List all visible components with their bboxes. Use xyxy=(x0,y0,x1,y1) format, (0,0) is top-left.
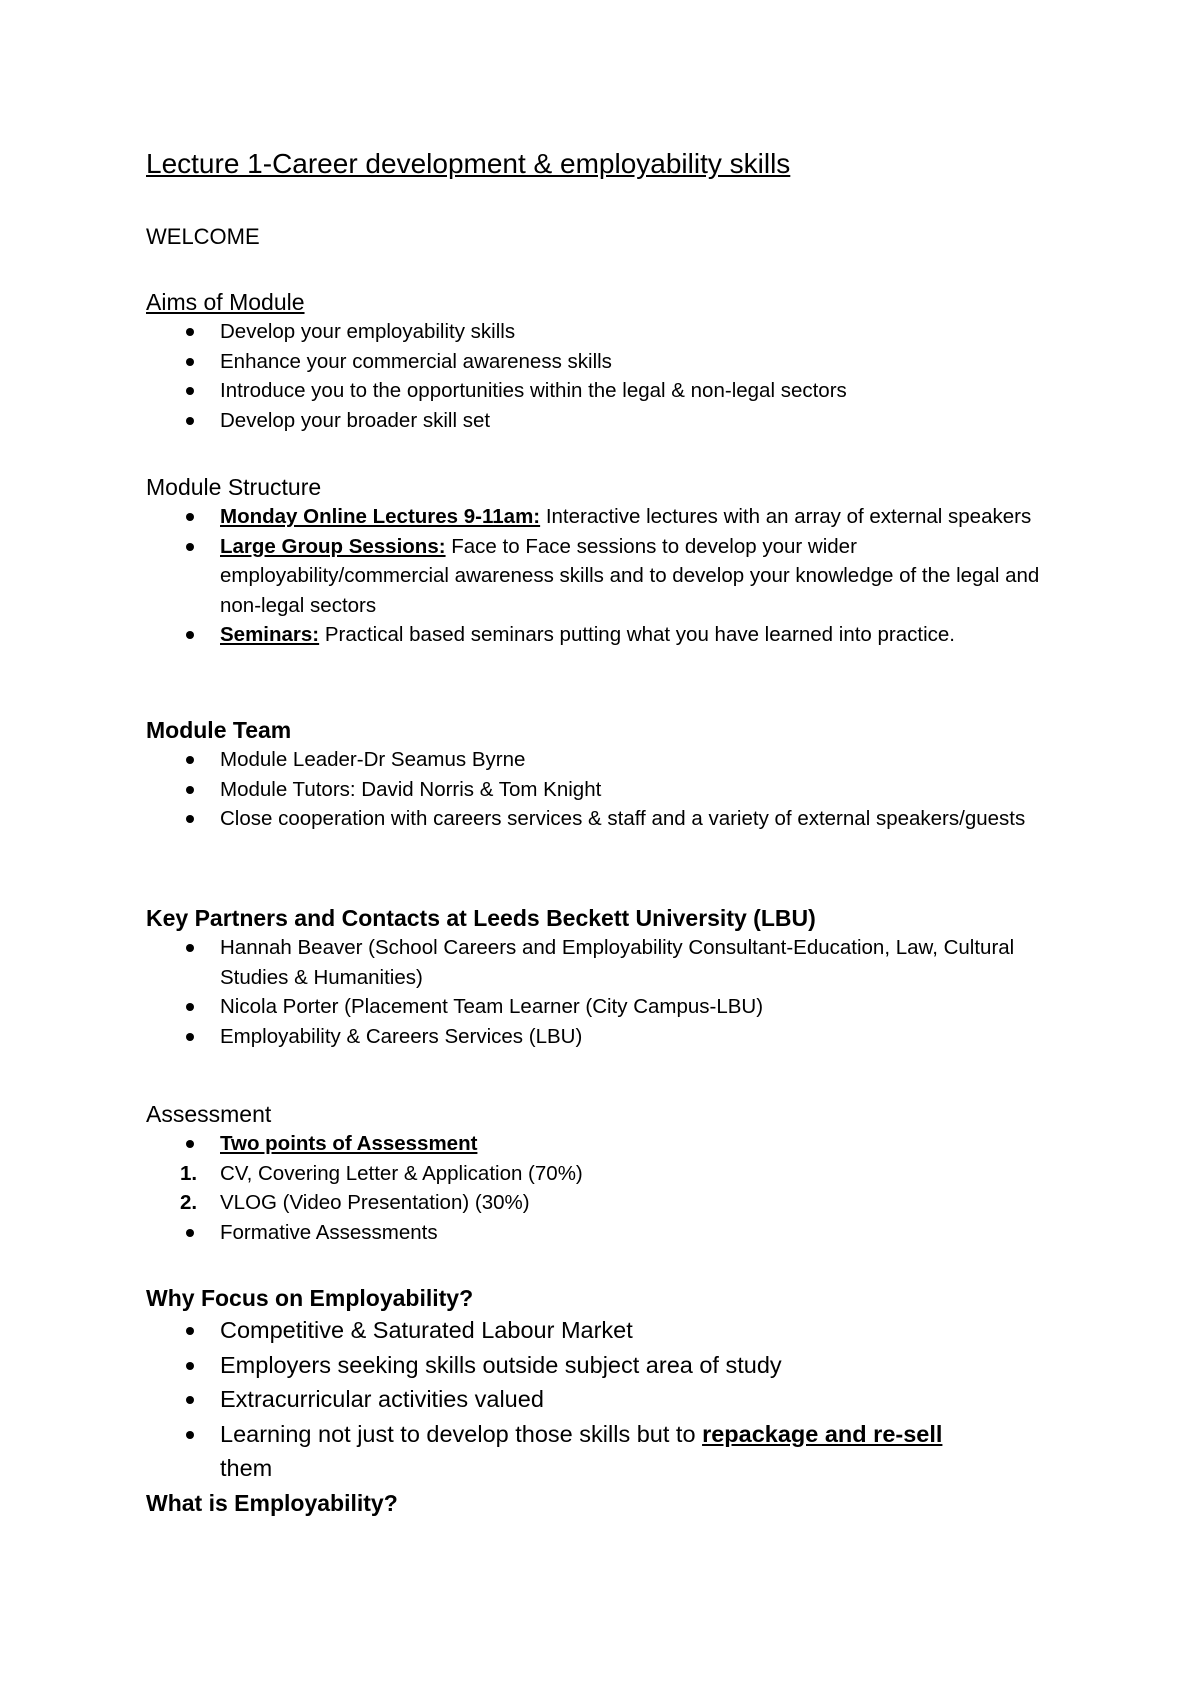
team-heading: Module Team xyxy=(146,717,292,743)
partners-heading: Key Partners and Contacts at Leeds Beckett University (LBU) xyxy=(146,905,816,931)
list-number: 2. xyxy=(180,1191,198,1214)
list-item: Employers seeking skills outside subject area of study xyxy=(220,1351,782,1378)
list-item: Module Tutors: David Norris & Tom Knight xyxy=(220,777,602,801)
list-item: Monday Online Lectures 9-11am: Interactive lectures with an array of external speakers xyxy=(220,505,1032,528)
list-item: Enhance your commercial awareness skills xyxy=(220,349,612,373)
list-item: 2. VLOG (Video Presentation) (30%) xyxy=(146,1188,1046,1218)
list-item: Employability & Careers Services (LBU) xyxy=(220,1024,583,1048)
list-item: Module Leader-Dr Seamus Byrne xyxy=(220,748,526,771)
assessment-list xyxy=(146,1129,1046,1247)
aims-list xyxy=(146,317,1046,435)
list-item: Develop your broader skill set xyxy=(220,408,491,432)
structure-heading: Module Structure xyxy=(146,474,322,500)
aims-section xyxy=(146,287,1046,435)
list-item: Close cooperation with careers services & staff and a variety of external speakers/guests xyxy=(220,807,1026,830)
list-item: Formative Assessments xyxy=(220,1220,438,1244)
list-item: Hannah Beaver (School Careers and Employability Consultant-Education, Law, Cultural Studies & Humanities) xyxy=(220,936,1015,989)
document-title: Lecture 1-Career development & employability skills xyxy=(146,148,791,179)
why-heading: Why Focus on Employability? xyxy=(146,1285,474,1311)
team-section xyxy=(146,715,1046,834)
assessment-heading: Assessment xyxy=(146,1101,272,1127)
assessment-section xyxy=(146,1099,1046,1247)
list-item: 1. CV, Covering Letter & Application (70%) xyxy=(146,1159,1046,1189)
list-item: Extracurricular activities valued xyxy=(220,1386,544,1412)
why-section xyxy=(146,1283,1046,1518)
list-item: Large Group Sessions: Face to Face sessions to develop your wider employability/commercial awareness skills and to develop your knowledge of the legal and non-legal sectors xyxy=(220,534,1040,617)
list-item: Two points of Assessment xyxy=(220,1132,478,1155)
structure-list xyxy=(146,502,1046,650)
structure-section xyxy=(146,472,1046,650)
list-item: Develop your employability skills xyxy=(220,320,516,343)
aims-heading: Aims of Module xyxy=(146,289,305,315)
team-list xyxy=(146,745,1046,834)
welcome-heading: WELCOME xyxy=(146,224,260,249)
why-list xyxy=(146,1313,1046,1486)
list-item: Learning not just to develop those skills but to repackage and re-sell them xyxy=(220,1420,943,1481)
list-number: 1. xyxy=(180,1161,198,1185)
list-item: Introduce you to the opportunities within the legal & non-legal sectors xyxy=(220,379,847,402)
list-item: Competitive & Saturated Labour Market xyxy=(220,1317,633,1343)
partners-section xyxy=(146,903,1046,1051)
list-item: Nicola Porter (Placement Team Learner (City Campus-LBU) xyxy=(220,995,764,1018)
list-item: Seminars: Practical based seminars putting what you have learned into practice. xyxy=(220,623,955,646)
partners-list xyxy=(146,933,1046,1051)
what-heading: What is Employability? xyxy=(146,1489,398,1516)
